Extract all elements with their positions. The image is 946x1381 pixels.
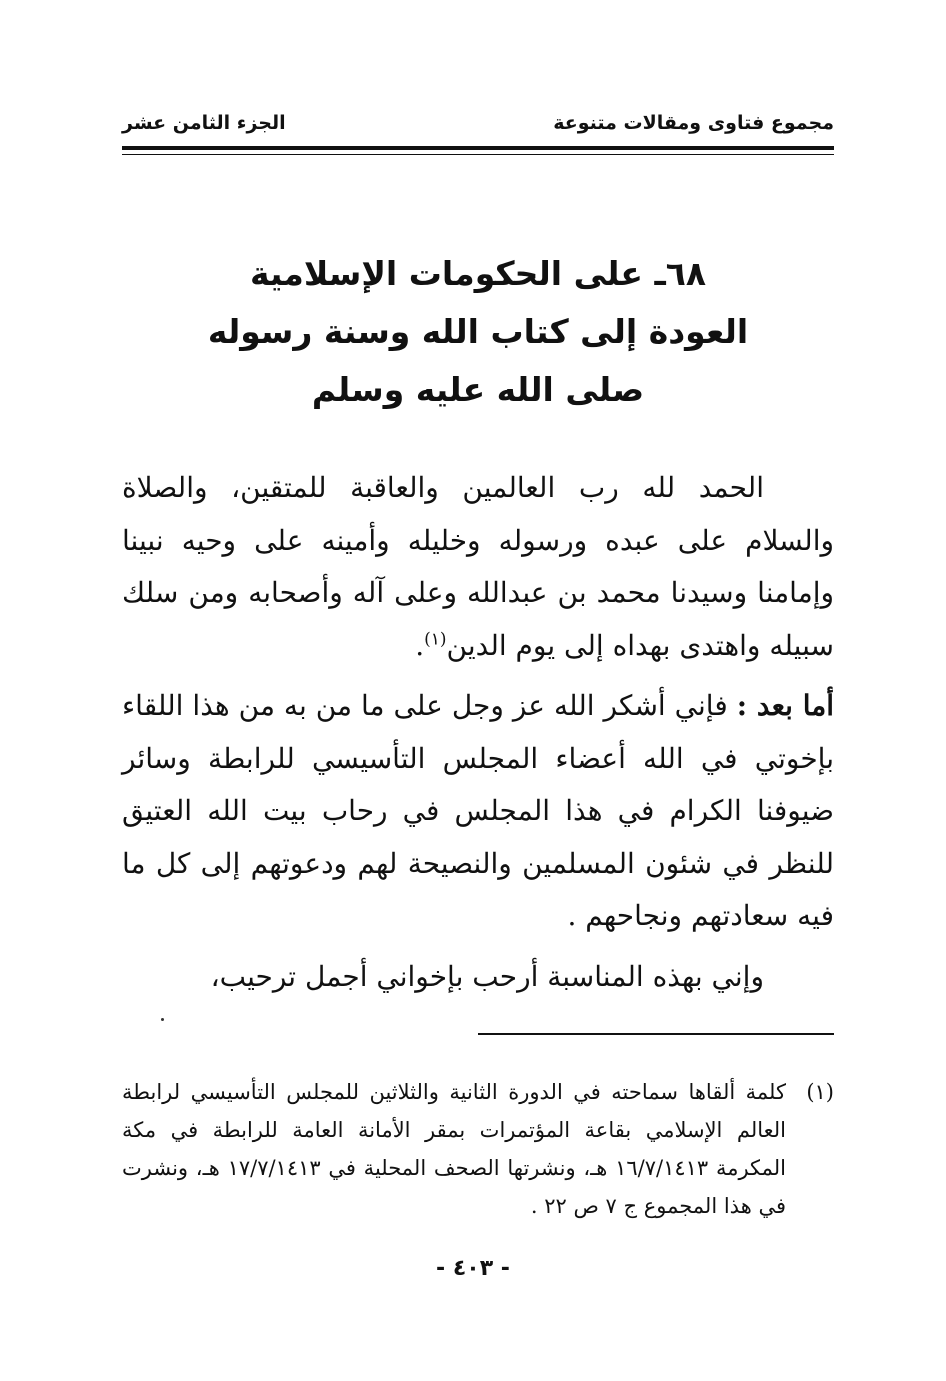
paragraph-2 (122, 680, 834, 943)
running-header (122, 112, 834, 138)
stray-mark (161, 1018, 164, 1021)
page-number: - ٤٠٣ - (436, 1256, 510, 1281)
volume-label: الجزء الثامن عشر (122, 112, 286, 134)
header-rule (122, 146, 834, 150)
footnote (122, 1073, 834, 1225)
paragraph-1-text: الحمد لله رب العالمين والعاقبة للمتقين، والصلاة والسلام على عبده ورسوله وخليله وأمينه على وحيه نبينا وإمامنا وسيدنا محمد بن عبدالله وعلى آله وأصحابه ومن سلك سبيله واهتدى بهداه إلى يوم الدين (122, 471, 834, 662)
paragraph-3 (122, 951, 834, 1004)
book-title: مجموع فتاوى ومقالات متنوعة (553, 112, 834, 134)
paragraph-2-lead: أما بعد : (736, 689, 835, 722)
footnote-number: (١) (806, 1080, 834, 1104)
paragraph-1 (122, 462, 834, 672)
footnote-reference: (١) (424, 629, 447, 650)
title-line-3: صلى الله عليه وسلم (311, 370, 645, 409)
title-line-1: ٦٨ـ على الحكومات الإسلامية (249, 254, 707, 293)
footnote-text: كلمة ألقاها سماحته في الدورة الثانية والثلاثين للمجلس التأسيسي لرابطة العالم الإسلامي بقاعة المؤتمرات بمقر الأمانة العامة للرابطة في مكة المكرمة ١٦/٧/١٤١٣ هـ، ونشرتها الصحف المحلية في ١٧/٧/١٤١٣ هـ، ونشرت في هذا المجموع ج ٧ ص ٢٢ . (122, 1080, 787, 1218)
title-line-2: العودة إلى كتاب الله وسنة رسوله (207, 312, 749, 351)
paragraph-1-end: . (415, 628, 425, 662)
paragraph-3-text: وإني بهذه المناسبة أرحب بإخواني أجمل ترحيب، (210, 959, 764, 993)
footnote-separator (478, 1033, 834, 1035)
header-rule-thin (122, 154, 834, 155)
chapter-title (200, 245, 756, 419)
body-text (122, 462, 834, 1011)
paragraph-2-text: فإني أشكر الله عز وجل على ما من به من هذا اللقاء بإخوتي في الله أعضاء المجلس التأسيسي للرابطة وسائر ضيوفنا الكرام في هذا المجلس في رحاب بيت الله العتيق للنظر في شئون المسلمين والنصيحة لهم ودعوتهم إلى كل ما فيه سعادتهم ونجاحهم . (122, 689, 834, 932)
